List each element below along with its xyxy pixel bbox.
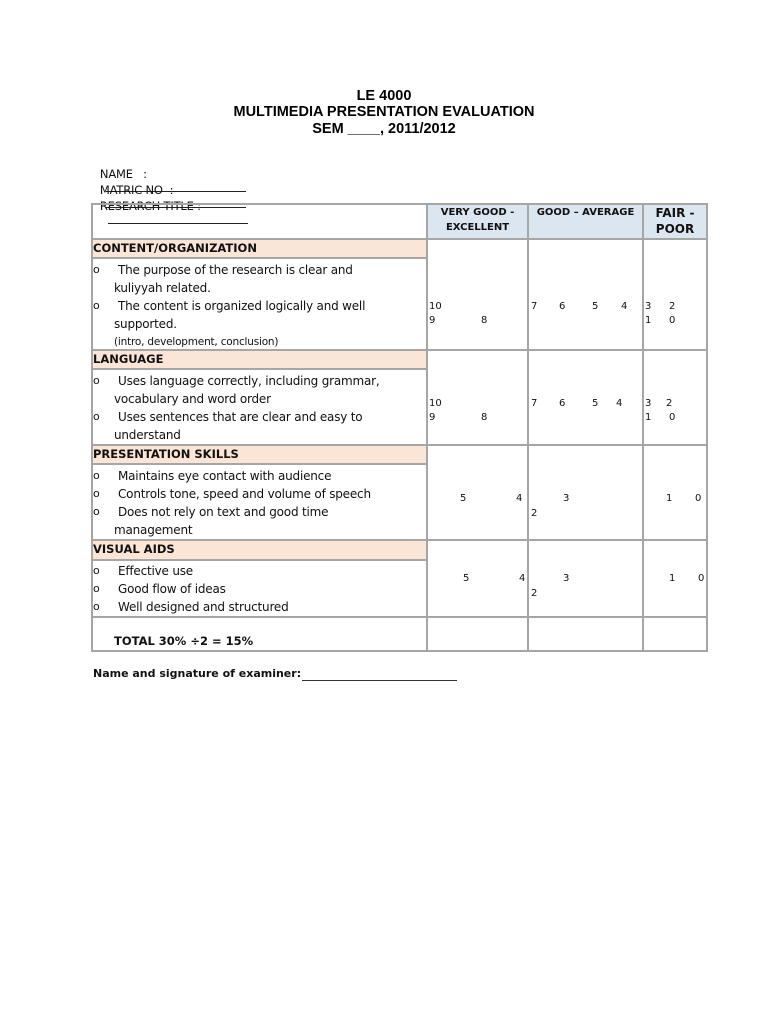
bullet-icon: o <box>93 263 100 276</box>
score-option[interactable]: 5 <box>592 398 599 409</box>
score-option[interactable]: 6 <box>559 398 566 409</box>
score-option[interactable]: 1 <box>645 315 652 326</box>
score-cell-language-good-average[interactable] <box>529 351 644 446</box>
score-option[interactable]: 1 <box>666 493 673 504</box>
header-fair-poor <box>644 203 708 240</box>
score-cell-presentation-fair-poor[interactable] <box>644 446 708 541</box>
section-body-content <box>91 259 428 351</box>
header-good-average-label: GOOD – AVERAGE <box>536 207 635 218</box>
score-cell-presentation-good-average[interactable] <box>529 446 644 541</box>
score-option[interactable]: 7 <box>531 301 538 312</box>
score-option[interactable]: 10 <box>429 398 442 409</box>
score-option[interactable]: 2 <box>531 508 538 519</box>
total-label-cell <box>91 618 428 652</box>
score-cell-language-fair-poor[interactable] <box>644 351 708 446</box>
score-option[interactable]: 5 <box>592 301 599 312</box>
score-option[interactable]: 2 <box>669 301 676 312</box>
score-cell-visual-very-good[interactable] <box>428 541 529 618</box>
name-label: NAME : <box>99 167 147 181</box>
criterion-item-cont: kuliyyah related. <box>114 281 211 295</box>
criterion-item: o Uses language correctly, including grammar, <box>93 374 380 388</box>
section-body-visual-aids <box>91 561 428 618</box>
score-option[interactable]: 3 <box>563 493 570 504</box>
score-option[interactable]: 9 <box>429 315 436 326</box>
criterion-item-cont: management <box>114 523 193 537</box>
criterion-item: o Effective use <box>93 564 193 578</box>
score-option[interactable]: 0 <box>698 573 705 584</box>
score-option[interactable]: 1 <box>669 573 676 584</box>
score-cell-content-very-good[interactable] <box>428 240 529 351</box>
score-option[interactable]: 5 <box>463 573 470 584</box>
score-cell-content-fair-poor[interactable] <box>644 240 708 351</box>
score-option[interactable]: 9 <box>429 412 436 423</box>
score-cell-visual-fair-poor[interactable] <box>644 541 708 618</box>
examiner-label: Name and signature of examiner: <box>93 667 302 680</box>
bullet-icon: o <box>93 600 100 613</box>
header-very-good-excellent <box>428 203 529 240</box>
bullet-icon: o <box>93 505 100 518</box>
section-header-content: CONTENT/ORGANIZATION <box>91 240 428 259</box>
examiner-signature-line[interactable] <box>302 680 457 681</box>
header-fair-line2: POOR <box>655 222 695 236</box>
section-body-presentation-skills <box>91 465 428 541</box>
criterion-item: o The content is organized logically and well <box>93 299 366 313</box>
score-option[interactable]: 6 <box>559 301 566 312</box>
header-very-good-line2: EXCELLENT <box>445 222 510 233</box>
total-fair-poor-cell[interactable] <box>644 618 708 652</box>
bullet-icon: o <box>93 374 100 387</box>
header-fair-line1: FAIR - <box>655 206 695 220</box>
criterion-note: (intro, development, conclusion) <box>114 336 279 348</box>
score-option[interactable]: 2 <box>666 398 673 409</box>
criterion-item: o Good flow of ideas <box>93 582 226 596</box>
score-option[interactable]: 0 <box>669 412 676 423</box>
score-cell-content-good-average[interactable] <box>529 240 644 351</box>
bullet-icon: o <box>93 487 100 500</box>
score-option[interactable]: 3 <box>645 398 652 409</box>
bullet-icon: o <box>93 299 100 312</box>
score-cell-presentation-very-good[interactable] <box>428 446 529 541</box>
matric-label: MATRIC NO : <box>99 183 174 197</box>
score-option[interactable]: 3 <box>645 301 652 312</box>
criterion-item: o Controls tone, speed and volume of speech <box>93 487 371 501</box>
header-blank-cell <box>91 203 428 240</box>
criterion-item-cont: understand <box>114 428 181 442</box>
score-option[interactable]: 0 <box>669 315 676 326</box>
score-option[interactable]: 10 <box>429 301 442 312</box>
bullet-icon: o <box>93 469 100 482</box>
total-good-average-cell[interactable] <box>529 618 644 652</box>
total-very-good-cell[interactable] <box>428 618 529 652</box>
criterion-item: o Well designed and structured <box>93 600 289 614</box>
header-very-good-line1: VERY GOOD - <box>440 207 515 218</box>
score-option[interactable]: 4 <box>519 573 526 584</box>
score-option[interactable]: 8 <box>481 315 488 326</box>
criterion-item: o Does not rely on text and good time <box>93 505 329 519</box>
document-title: MULTIMEDIA PRESENTATION EVALUATION <box>233 104 535 120</box>
total-label: TOTAL 30% ÷2 = 15% <box>114 634 254 648</box>
section-body-language <box>91 370 428 446</box>
score-option[interactable]: 7 <box>531 398 538 409</box>
section-header-visual-aids: VISUAL AIDS <box>91 541 428 561</box>
semester-line: SEM ____, 2011/2012 <box>312 121 456 137</box>
score-cell-language-very-good[interactable] <box>428 351 529 446</box>
criterion-item-cont: vocabulary and word order <box>114 392 271 406</box>
score-option[interactable]: 5 <box>460 493 467 504</box>
criterion-item: o The purpose of the research is clear and <box>93 263 353 277</box>
section-header-language: LANGUAGE <box>91 351 428 370</box>
criterion-item: o Maintains eye contact with audience <box>93 469 332 483</box>
score-option[interactable]: 3 <box>563 573 570 584</box>
score-option[interactable]: 4 <box>516 493 523 504</box>
score-cell-visual-good-average[interactable] <box>529 541 644 618</box>
score-option[interactable]: 2 <box>531 588 538 599</box>
bullet-icon: o <box>93 582 100 595</box>
score-option[interactable]: 8 <box>481 412 488 423</box>
research-title-label: RESEARCH TITLE : <box>99 199 201 213</box>
score-option[interactable]: 0 <box>695 493 702 504</box>
section-header-presentation-skills: PRESENTATION SKILLS <box>91 446 428 465</box>
bullet-icon: o <box>93 564 100 577</box>
score-option[interactable]: 1 <box>645 412 652 423</box>
score-option[interactable]: 4 <box>616 398 623 409</box>
score-option[interactable]: 4 <box>621 301 628 312</box>
bullet-icon: o <box>93 410 100 423</box>
criterion-item-cont: supported. <box>114 317 177 331</box>
evaluation-table <box>91 203 708 652</box>
criterion-item: o Uses sentences that are clear and easy to <box>93 410 363 424</box>
course-code: LE 4000 <box>356 88 412 104</box>
header-good-average <box>529 203 644 240</box>
